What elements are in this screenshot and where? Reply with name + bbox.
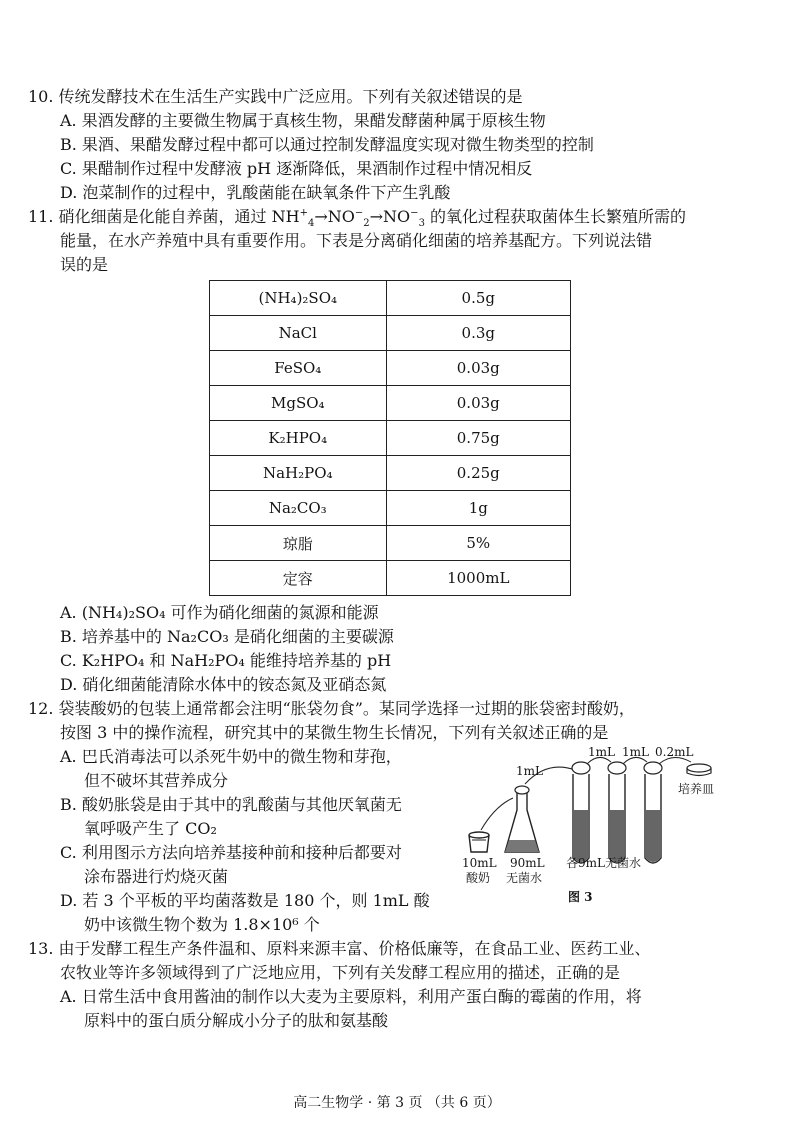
medium-component: NaCl — [210, 316, 387, 351]
q12-option-c-line1: C. 利用图示方法向培养基接种前和接种后都要对 — [60, 843, 402, 862]
q11-stem-line2: 能量，在水产养殖中具有重要作用。下表是分离硝化细菌的培养基配方。下列说法错 — [60, 231, 653, 250]
medium-formula-table — [209, 280, 571, 596]
q11-stem-part-b: →NO — [314, 207, 355, 226]
figure-label-transfer-1: 1mL — [516, 764, 543, 778]
test-tube-2-icon — [608, 762, 626, 863]
flask-icon — [505, 786, 539, 852]
q12-option-d-line1: D. 若 3 个平板的平均菌落数是 180 个，则 1mL 酸 — [60, 891, 430, 910]
q12-option-a-line1: A. 巴氏消毒法可以杀死牛奶中的微生物和芽孢， — [60, 747, 402, 766]
medium-component: Na₂CO₃ — [210, 491, 387, 526]
medium-table-row — [210, 386, 571, 421]
q13-option-a-line2: 原料中的蛋白质分解成小分子的肽和氨基酸 — [84, 1011, 389, 1030]
q10-stem: 10. 传统发酵技术在生活生产实践中广泛应用。下列有关叙述错误的是 — [28, 87, 523, 106]
q13-option-a-line1: A. 日常生活中食用酱油的制作以大麦为主要原料，利用产蛋白酶的霉菌的作用，将 — [60, 987, 642, 1006]
medium-amount: 0.3g — [386, 316, 570, 351]
q13-stem-line2: 农牧业等许多领域得到了广泛地应用，下列有关发酵工程应用的描述，正确的是 — [60, 963, 621, 982]
medium-amount: 0.5g — [386, 281, 570, 316]
medium-component: NaH₂PO₄ — [210, 456, 387, 491]
q11-stem-part-d: 的氧化过程获取菌体生长繁殖所需的 — [424, 207, 687, 226]
medium-table-row — [210, 491, 571, 526]
q11-option-d: D. 硝化细菌能清除水体中的铵态氮及亚硝态氮 — [60, 675, 387, 694]
q10-option-b: B. 果酒、果醋发酵过程中都可以通过控制发酵温度实现对微生物类型的控制 — [60, 135, 594, 154]
q11-stem-part-a: 11. 硝化细菌是化能自养菌，通过 NH — [28, 207, 300, 226]
medium-amount: 0.03g — [386, 351, 570, 386]
medium-component: 琼脂 — [210, 526, 387, 561]
q12-option-a-line2: 但不破坏其营养成分 — [84, 771, 229, 790]
figure-label-tubes: 各9mL无菌水 — [566, 856, 641, 870]
figure-label-transfer-4: 0.2mL — [655, 745, 694, 759]
figure-label-transfer-3: 1mL — [622, 745, 649, 759]
medium-table-row — [210, 316, 571, 351]
q12-stem-line2: 按图 3 中的操作流程，研究其中的某微生物生长情况，下列有关叙述正确的是 — [60, 723, 609, 742]
figure-label-flask: 无菌水 — [506, 871, 543, 885]
q12-stem-line1: 12. 袋装酸奶的包装上通常都会注明“胀袋勿食”。某同学选择一过期的胀袋密封酸奶， — [28, 699, 635, 718]
figure-caption: 图 3 — [568, 890, 593, 904]
figure-label-yogurt: 酸奶 — [466, 871, 491, 885]
figure-label-flask-volume: 90mL — [510, 856, 545, 870]
medium-table-row — [210, 351, 571, 386]
q12-option-d-line2: 奶中该微生物个数为 1.8×10⁶ 个 — [84, 915, 320, 934]
q10-option-a: A. 果酒发酵的主要微生物属于真核生物，果醋发酵菌种属于原核生物 — [60, 111, 546, 130]
medium-component: FeSO₄ — [210, 351, 387, 386]
figure-label-transfer-2: 1mL — [588, 745, 615, 759]
q10-option-d: D. 泡菜制作的过程中，乳酸菌能在缺氧条件下产生乳酸 — [60, 183, 451, 202]
medium-amount: 1000mL — [386, 561, 570, 596]
q13-stem-line1: 13. 由于发酵工程生产条件温和、原料来源丰富、价格低廉等，在食品工业、医药工业、 — [28, 939, 651, 958]
medium-component: MgSO₄ — [210, 386, 387, 421]
q10-option-c: C. 果醋制作过程中发酵液 pH 逐渐降低，果酒制作过程中情况相反 — [60, 159, 533, 178]
medium-component: K₂HPO₄ — [210, 421, 387, 456]
q11-option-b: B. 培养基中的 Na₂CO₃ 是硝化细菌的主要碳源 — [60, 627, 394, 646]
medium-table-row — [210, 561, 571, 596]
medium-table-row — [210, 526, 571, 561]
medium-table-row — [210, 456, 571, 491]
figure-label-yogurt-volume: 10mL — [462, 856, 497, 870]
q11-stem-line1: 11. 硝化细菌是化能自养菌，通过 $NH^+_4\to NO^-_2\to NO^-_3$ 的氧化过程获取菌体生长繁殖所需的 — [28, 207, 687, 230]
q11-option-c: C. K₂HPO₄ 和 NaH₂PO₄ 能维持培养基的 pH — [60, 651, 392, 670]
q11-stem-part-c: →NO — [369, 207, 411, 226]
test-tube-1-icon — [572, 762, 590, 863]
q11-option-a: A. (NH₄)₂SO₄ 可作为硝化细菌的氮源和能源 — [60, 603, 379, 622]
q11-stem-line3: 误的是 — [60, 255, 109, 274]
yogurt-cup-icon — [469, 832, 489, 852]
medium-amount: 5% — [386, 526, 570, 561]
q12-option-c-line2: 涂布器进行灼烧灭菌 — [84, 867, 229, 886]
medium-amount: 0.75g — [386, 421, 570, 456]
medium-component: (NH₄)₂SO₄ — [210, 281, 387, 316]
medium-amount: 0.25g — [386, 456, 570, 491]
medium-amount: 1g — [386, 491, 570, 526]
test-tube-3-icon — [644, 762, 662, 863]
petri-dish-icon — [687, 764, 711, 776]
q12-option-b-line1: B. 酸奶胀袋是由于其中的乳酸菌与其他厌氧菌无 — [60, 795, 402, 814]
medium-component: 定容 — [210, 561, 387, 596]
medium-table-row — [210, 421, 571, 456]
medium-amount: 0.03g — [386, 386, 570, 421]
figure-label-petri-dish: 培养皿 — [678, 782, 715, 796]
q12-option-b-line2: 氧呼吸产生了 CO₂ — [84, 819, 217, 838]
page-footer: 高二生物学 · 第 3 页 （共 6 页） — [293, 1095, 501, 1111]
medium-table-row — [210, 281, 571, 316]
